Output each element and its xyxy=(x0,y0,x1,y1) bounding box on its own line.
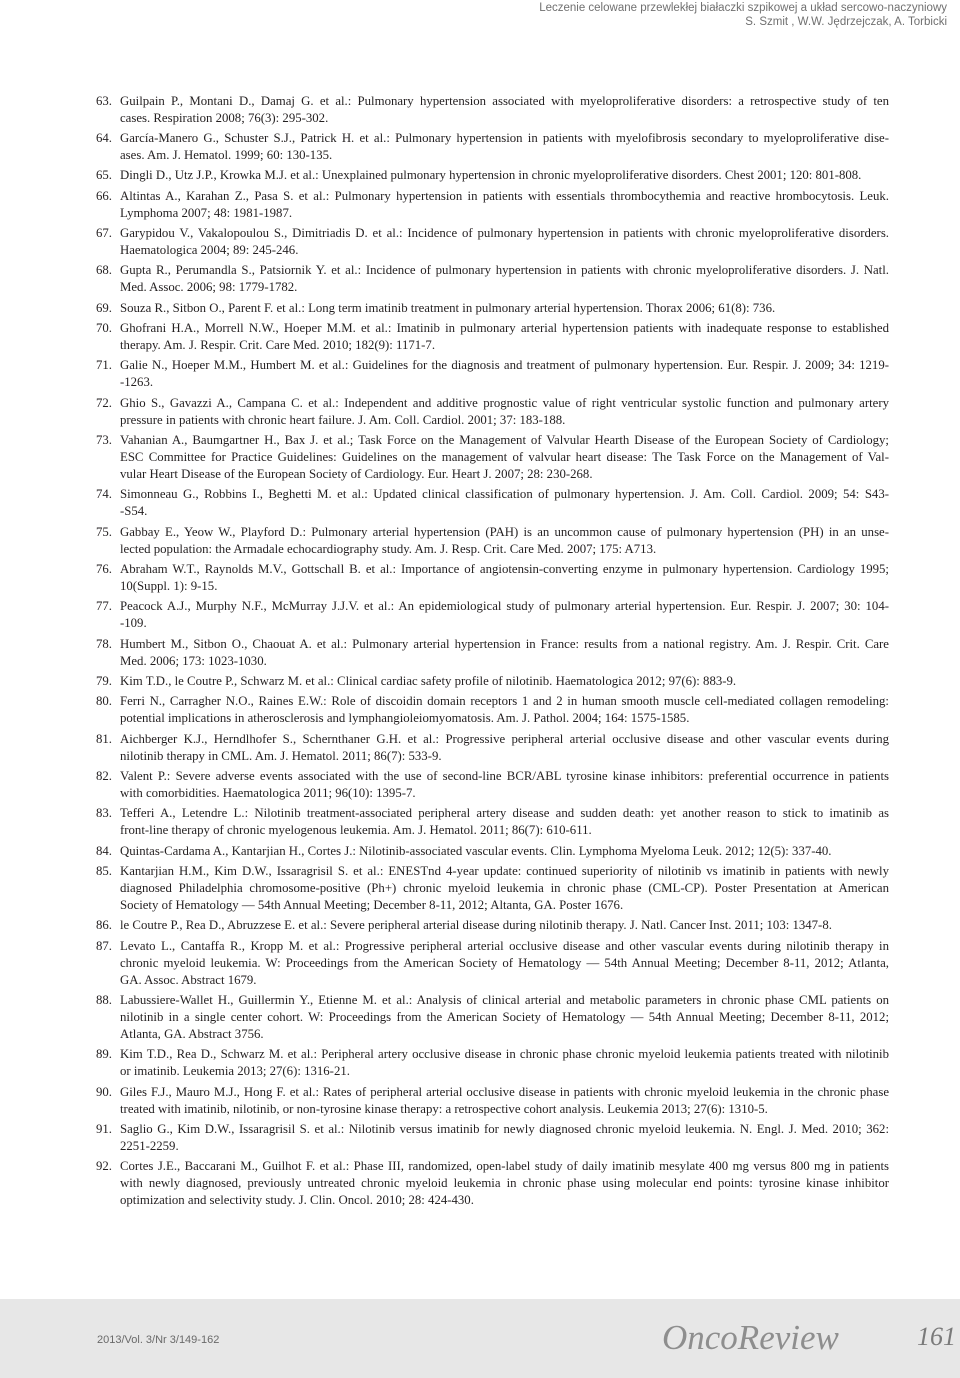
reference-item xyxy=(96,357,889,391)
running-head-authors: S. Szmit , W.W. Jędrzejczak, A. Torbicki xyxy=(745,16,947,28)
reference-number: 80. xyxy=(96,694,112,709)
reference-number: 87. xyxy=(96,938,112,953)
reference-line: Altintas A., Karahan Z., Pasa S. et al.: Pulmonary hypertension in patients with essentials thrombocythemia and reactive hrombocytosis. Leuk. xyxy=(120,188,889,203)
reference-line: Haematologica 2004; 89: 245-246. xyxy=(120,242,299,257)
reference-text xyxy=(120,167,889,184)
running-head-title: Leczenie celowane przewlekłej białaczki szpikowej a układ sercowo-naczyniowy xyxy=(539,2,947,14)
reference-line: Ghio S., Gavazzi A., Campana C. et al.: Independent and additive prognostic value of right ventricular systolic function and pulmonary artery xyxy=(120,395,889,410)
reference-text xyxy=(120,768,889,802)
reference-item xyxy=(96,1158,889,1209)
reference-item xyxy=(96,768,889,802)
reference-number: 86. xyxy=(96,918,112,933)
reference-item xyxy=(96,167,889,184)
reference-line: Humbert M., Sitbon O., Chaouat A. et al.: Pulmonary arterial hypertension in France: results from a national registry. Am. J. Respir. Crit. Care xyxy=(120,636,889,651)
reference-number: 73. xyxy=(96,432,112,447)
reference-number: 69. xyxy=(96,300,112,315)
reference-item xyxy=(96,561,889,595)
reference-item xyxy=(96,300,889,317)
reference-line: Society of Hematology — 54th Annual Meeting; December 8-11, 2012; Altanta, GA. Poster 1676. xyxy=(120,898,624,913)
reference-number: 72. xyxy=(96,395,112,410)
reference-text xyxy=(120,693,889,727)
reference-line: front-line therapy of chronic myelogenous leukemia. Am. J. Hematol. 2011; 86(7): 610-611. xyxy=(120,823,592,838)
reference-text xyxy=(120,992,889,1043)
reference-text xyxy=(120,863,889,914)
reference-text xyxy=(120,938,889,989)
reference-number: 71. xyxy=(96,358,112,373)
reference-item xyxy=(96,93,889,127)
reference-line: Ferri N., Carragher N.O., Raines E.W.: Role of discoidin domain receptors 1 and 2 in human smooth muscle cell-mediated collagen remodeling: xyxy=(120,694,889,709)
page-number: 161 xyxy=(917,1322,956,1351)
reference-text xyxy=(120,805,889,839)
reference-line: potential implications in atherosclerosis and lymphangioleiomyomatosis. Am. J. Pathol. 2004; 164: 1575-1585. xyxy=(120,711,690,726)
reference-line: ases. Am. J. Hematol. 1999; 60: 130-135. xyxy=(120,147,333,162)
reference-item xyxy=(96,320,889,354)
reference-item xyxy=(96,1046,889,1080)
reference-line: García-Manero G., Schuster S.J., Patrick H. et al.: Pulmonary hypertension in patients with myelofibrosis secondary to myeloproliferative dise- xyxy=(120,130,889,145)
reference-number: 82. xyxy=(96,769,112,784)
reference-line: Aichberger K.J., Herndlhofer S., Schernthaner G.H. et al.: Progressive peripheral arterial occlusive disease and other vascular events during xyxy=(120,731,889,746)
reference-list xyxy=(96,93,889,1213)
reference-item xyxy=(96,693,889,727)
reference-item xyxy=(96,1121,889,1155)
reference-line: Guilpain P., Montani D., Damaj G. et al.: Pulmonary hypertension associated with myeloproliferative disorders: a retrospective study of ten xyxy=(120,93,889,108)
reference-item xyxy=(96,843,889,860)
reference-item xyxy=(96,130,889,164)
reference-line: nilotinib therapy in CML. Am. J. Hematol. 2011; 86(7): 533-9. xyxy=(120,748,442,763)
issue-info: 2013/Vol. 3/Nr 3/149-162 xyxy=(97,1334,220,1346)
reference-line: Levato L., Cantaffa R., Kropp M. et al.: Progressive peripheral arterial occlusive disease and other vascular events during nilotinib therapy in xyxy=(120,938,889,953)
reference-line: cases. Respiration 2008; 76(3): 295-302. xyxy=(120,110,329,125)
reference-number: 83. xyxy=(96,806,112,821)
reference-item xyxy=(96,636,889,670)
reference-line: Kantarjian H.M., Kim D.W., Issaragrisil S. et al.: ENESTnd 4-year update: continued superiority of nilotinib vs imatinib in patients with newly xyxy=(120,864,889,879)
reference-item xyxy=(96,863,889,914)
reference-line: or imatinib. Leukemia 2013; 27(6): 1316-21. xyxy=(120,1064,350,1079)
journal-logo: OncoReview xyxy=(662,1318,839,1357)
reference-number: 85. xyxy=(96,864,112,879)
reference-line: Med. 2006; 173: 1023-1030. xyxy=(120,653,267,668)
reference-line: Quintas-Cardama A., Kantarjian H., Cortes J.: Nilotinib-associated vascular events. Clin. Lymphoma Myeloma Leuk. 2012; 12(5): 337-40. xyxy=(120,843,832,858)
reference-number: 88. xyxy=(96,993,112,1008)
reference-number: 81. xyxy=(96,731,112,746)
reference-number: 84. xyxy=(96,843,112,858)
reference-line: -1263. xyxy=(120,375,154,390)
reference-line: pressure in patients with chronic heart failure. J. Am. Coll. Cardiol. 2001; 37: 183-188. xyxy=(120,412,566,427)
reference-number: 67. xyxy=(96,225,112,240)
reference-line: Simonneau G., Robbins I., Beghetti M. et al.: Updated clinical classification of pulmonary hypertension. J. Am. Coll. Cardiol. 2009; 54: S43- xyxy=(120,487,889,502)
reference-line: Cortes J.E., Baccarani M., Guilhot F. et al.: Phase III, randomized, open-label study of daily imatinib mesylate 400 mg versus 800 mg in patients xyxy=(120,1159,889,1174)
reference-item xyxy=(96,524,889,558)
reference-line: nilotinib in a single center cohort. W: Proceedings from the American Society of Hematology — 54th Annual Meeting; December 8-11, 2012; xyxy=(120,1010,889,1025)
reference-line: optimization and selectivity study. J. Clin. Oncol. 2010; 28: 424-430. xyxy=(120,1193,474,1208)
reference-text xyxy=(120,320,889,354)
reference-line: Atlanta, GA. Abstract 3756. xyxy=(120,1027,264,1042)
reference-line: Valent P.: Severe adverse events associated with the use of second-line BCR/ABL tyrosine kinase inhibitors: preferential occurrence in patients xyxy=(120,769,889,784)
reference-line: le Coutre P., Rea D., Abruzzese E. et al.: Severe peripheral arterial disease during nilotinib therapy. J. Natl. Cancer Inst. 2011; 103: 1347-8. xyxy=(120,918,832,933)
reference-number: 76. xyxy=(96,561,112,576)
reference-text xyxy=(120,917,889,934)
reference-number: 75. xyxy=(96,524,112,539)
reference-line: Galie N., Hoeper M.M., Humbert M. et al.: Guidelines for the diagnosis and treatment of pulmonary hypertension. Eur. Respir. J. 2009; 34: 1219- xyxy=(120,358,889,373)
reference-item xyxy=(96,598,889,632)
reference-number: 89. xyxy=(96,1047,112,1062)
reference-text xyxy=(120,357,889,391)
reference-number: 68. xyxy=(96,263,112,278)
reference-line: with newly diagnosed, previously untreated chronic myeloid leukemia in chronic phase using molecular end points: tyrosine kinase inhibitor xyxy=(120,1176,889,1191)
reference-text xyxy=(120,300,889,317)
reference-number: 78. xyxy=(96,636,112,651)
reference-text xyxy=(120,225,889,259)
reference-number: 65. xyxy=(96,168,112,183)
reference-line: GA. Assoc. Abstract 1679. xyxy=(120,972,257,987)
reference-number: 90. xyxy=(96,1084,112,1099)
reference-line: chronic myeloid leukemia. W: Proceedings from the American Society of Hematology — 54th Annual Meeting; December 8-11, 2012; Atlanta, xyxy=(120,955,889,970)
reference-line: diagnosed Philadelphia chromosome-positive (Ph+) chronic myeloid leukemia in chronic phase (CML-CP). Poster Presentation at American xyxy=(120,881,889,896)
reference-text xyxy=(120,598,889,632)
reference-item xyxy=(96,262,889,296)
reference-text xyxy=(120,1121,889,1155)
reference-line: treated with imatinib, nilotinib, or non-tyrosine kinase therapy: a retrospective cohort analysis. Leukemia 2013; 27(6): 1310-5. xyxy=(120,1101,768,1116)
reference-line: ESC Committee for Practice Guidelines: Guidelines on the management of valvular heart disease: The Task Force on the Management of Val- xyxy=(120,449,889,464)
reference-line: Souza R., Sitbon O., Parent F. et al.: Long term imatinib treatment in pulmonary arterial hypertension. Thorax 2006; 61(8): 736. xyxy=(120,300,776,315)
reference-text xyxy=(120,561,889,595)
reference-item xyxy=(96,805,889,839)
reference-number: 79. xyxy=(96,674,112,688)
reference-line: Gupta R., Perumandla S., Patsiornik Y. et al.: Incidence of pulmonary hypertension in patients with chronic myeloproliferative disorders. J. Natl. xyxy=(120,263,889,278)
reference-text xyxy=(120,1158,889,1209)
reference-item xyxy=(96,432,889,483)
reference-item xyxy=(96,917,889,934)
reference-line: Kim T.D., le Coutre P., Schwarz M. et al.: Clinical cardiac safety profile of nilotinib. Haematologica 2012; 97(6): 883-9. xyxy=(120,674,737,688)
reference-line: Giles F.J., Mauro M.J., Hong F. et al.: Rates of peripheral arterial occlusive disease in patients with chronic myeloid leukemia in the chronic phase xyxy=(120,1084,889,1099)
reference-line: vular Heart Disease of the European Society of Cardiology. Eur. Heart J. 2007; 28: 230-268. xyxy=(120,466,593,481)
reference-text xyxy=(120,395,889,429)
reference-line: 2251-2259. xyxy=(120,1139,179,1154)
reference-text xyxy=(120,1046,889,1080)
reference-number: 64. xyxy=(96,130,112,145)
reference-line: Abraham W.T., Raynolds M.V., Gottschall B. et al.: Importance of angiotensin-converting enzyme in pulmonary hypertension. Cardiology 1995; xyxy=(120,561,889,576)
reference-number: 63. xyxy=(96,93,112,108)
reference-line: 10(Suppl. 1): 9-15. xyxy=(120,578,218,593)
running-head xyxy=(539,1,947,29)
reference-item xyxy=(96,188,889,222)
reference-line: Ghofrani H.A., Morrell N.W., Hoeper M.M. et al.: Imatinib in pulmonary arterial hypertension patients with inadequate response to established xyxy=(120,320,889,335)
reference-item xyxy=(96,486,889,520)
reference-line: Gabbay E., Yeow W., Playford D.: Pulmonary arterial hypertension (PAH) is an uncommon cause of pulmonary hypertension (PH) in an unse- xyxy=(120,524,889,539)
reference-text xyxy=(120,188,889,222)
reference-line: Saglio G., Kim D.W., Issaragrisil S. et al.: Nilotinib versus imatinib for newly diagnosed chronic myeloid leukemia. N. Engl. J. Med. 2010; 362: xyxy=(120,1122,889,1137)
reference-number: 74. xyxy=(96,487,112,502)
reference-text xyxy=(120,262,889,296)
reference-text xyxy=(120,524,889,558)
reference-text xyxy=(120,1084,889,1118)
reference-number: 66. xyxy=(96,188,112,203)
reference-line: Kim T.D., Rea D., Schwarz M. et al.: Peripheral artery occlusive disease in chronic phase chronic myeloid leukemia patients treated with nilotinib xyxy=(120,1047,889,1062)
reference-line: Peacock A.J., Murphy N.F., McMurray J.J.V. et al.: An epidemiological study of pulmonary arterial hypertension. Eur. Respir. J. 2007; 30: 104- xyxy=(120,599,889,614)
reference-item xyxy=(96,673,889,690)
reference-line: Garypidou V., Vakalopoulou S., Dimitriadis D. et al.: Incidence of pulmonary hypertension in patients with chronic myeloproliferative disorders. xyxy=(120,225,889,240)
reference-line: therapy. Am. J. Respir. Crit. Care Med. 2010; 182(9): 1171-7. xyxy=(120,337,436,352)
reference-text xyxy=(120,673,889,690)
reference-text xyxy=(120,93,889,127)
reference-line: Tefferi A., Letendre L.: Nilotinib treatment-associated peripheral artery disease and sudden death: yet another reason to stick to imatinib as xyxy=(120,806,889,821)
reference-line: with comorbidities. Haematologica 2011; 96(10): 1395-7. xyxy=(120,786,416,801)
reference-text xyxy=(120,636,889,670)
reference-line: -109. xyxy=(120,616,147,631)
reference-text xyxy=(120,432,889,483)
reference-number: 91. xyxy=(96,1122,112,1137)
reference-line: Vahanian A., Baumgartner H., Bax J. et al.; Task Force on the Management of Valvular Hearth Disease of the European Society of Cardiology; xyxy=(120,432,889,447)
reference-text xyxy=(120,843,889,860)
reference-item xyxy=(96,938,889,989)
reference-number: 92. xyxy=(96,1159,112,1174)
reference-line: Lymphoma 2007; 48: 1981-1987. xyxy=(120,205,293,220)
reference-line: lected population: the Armadale echocardiography study. Am. J. Resp. Crit. Care Med. 2007; 175: A713. xyxy=(120,541,657,556)
reference-text xyxy=(120,130,889,164)
reference-text xyxy=(120,486,889,520)
reference-line: Dingli D., Utz J.P., Krowka M.J. et al.: Unexplained pulmonary hypertension in chronic myeloproliferative disorders. Chest 2001; 120: 801-808. xyxy=(120,168,862,183)
reference-line: Labussiere-Wallet H., Guillermin Y., Etienne M. et al.: Analysis of clinical arterial and metabolic parameters in chronic phase CML patients on xyxy=(120,993,889,1008)
reference-line: -S54. xyxy=(120,504,148,519)
reference-item xyxy=(96,395,889,429)
reference-item xyxy=(96,1084,889,1118)
reference-item xyxy=(96,731,889,765)
reference-text xyxy=(120,731,889,765)
reference-item xyxy=(96,225,889,259)
reference-line: Med. Assoc. 2006; 98: 1779-1782. xyxy=(120,280,298,295)
reference-number: 70. xyxy=(96,320,112,335)
reference-item xyxy=(96,992,889,1043)
reference-number: 77. xyxy=(96,599,112,614)
